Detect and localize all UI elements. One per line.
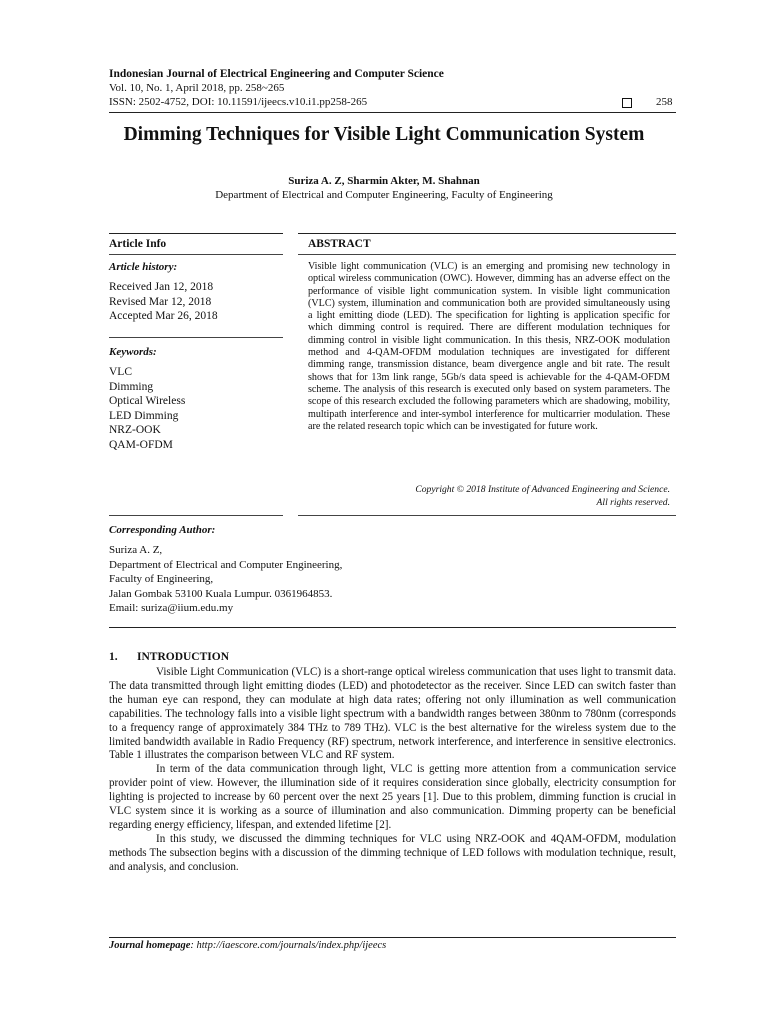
- abstract-sub-rule: [298, 254, 676, 255]
- rights-line: All rights reserved.: [596, 497, 670, 508]
- keywords-heading: Keywords:: [109, 346, 157, 358]
- keyword-item: LED Dimming: [109, 409, 179, 422]
- intro-paragraph: In term of the data communication through light, VLC is getting more attention from a communication service provider point of view. However, the illumination side of it requires consideration since globally, electricity consumption for lighting is projected to increase by 60 percent over the next 25 years [1]. Due to this problem, dimming function is crucial in VLC system since it is working as a source of illumination and also communication. Dimming property can be beneficial regarding energy efficiency, lifespan, and extended lifetime [2].: [109, 763, 676, 831]
- homepage-label: Journal homepage: [109, 940, 191, 951]
- corresponding-details: [109, 543, 342, 616]
- corresponding-name: Suriza A. Z,: [109, 544, 163, 556]
- corresponding-email[interactable]: Email: suriza@iium.edu.my: [109, 602, 234, 614]
- journal-name: Indonesian Journal of Electrical Engineering and Computer Science: [109, 68, 444, 80]
- corresponding-dept: Department of Electrical and Computer Engineering,: [109, 558, 343, 571]
- history-accepted: Accepted Mar 26, 2018: [109, 310, 218, 322]
- history-revised: Revised Mar 12, 2018: [109, 295, 212, 308]
- corresponding-heading: Corresponding Author:: [109, 524, 216, 536]
- history-heading: Article history:: [109, 261, 178, 273]
- corresponding-faculty: Faculty of Engineering,: [109, 573, 214, 585]
- footer-rule: [109, 937, 676, 938]
- introduction-heading: [109, 651, 229, 663]
- article-info-top-rule: [109, 233, 283, 234]
- issn-doi: ISSN: 2502-4752, DOI: 10.11591/ijeecs.v10.i1.pp258-265: [109, 96, 368, 108]
- keyword-item: Optical Wireless: [109, 395, 186, 407]
- abstract-heading: ABSTRACT: [308, 238, 371, 250]
- keyword-item: Dimming: [109, 380, 154, 393]
- corresponding-address: Jalan Gombak 53100 Kuala Lumpur. 0361964853.: [109, 587, 333, 600]
- abstract-text: Visible light communication (VLC) is an emerging and promising new technology in optical wireless communication (OWC). However, dimming has an adverse effect on the performance of visible light communication system. In visible light communication (VLC) system, illumination and communication both are provided simultaneously using a light emitting diode (LED). The specification for lighting is application specific for which dimming control is required. There are different modulation techniques for dimming control in visible light communication. In this thesis, NRZ-OOK modulation method and 4-QAM-OFDM modulation techniques are investigated for different dimming range, transmission distance, beam divergence angle and bit rate. The result shows that for 13m link range, 5Gb/s data speed is achievable for the 4-QAM-OFDM scheme. The analysis of this research is executed only based on system parameters. The scope of this research excluded the following parameters which are shadowing, mobility, multipath interference and inter-symbol interference for multicarrier modulation. These are the related research topic which can be investigated for future work.: [308, 261, 670, 432]
- section-number: 1.: [109, 651, 118, 663]
- history-received: Received Jan 12, 2018: [109, 281, 214, 293]
- keyword-item: NRZ-OOK: [109, 424, 161, 436]
- keyword-item: QAM-OFDM: [109, 438, 173, 451]
- history-list: [109, 280, 218, 324]
- corresponding-bottom-rule: [109, 627, 676, 628]
- intro-paragraph: In this study, we discussed the dimming techniques for VLC using NRZ-OOK and 4QAM-OFDM, modulation methods The subsection begins with a discussion of the dimming technique of LED follows with modulation technique, result, and analysis, and conclusion.: [109, 832, 676, 873]
- paper-affiliation: Department of Electrical and Computer Engineering, Faculty of Engineering: [215, 189, 553, 201]
- section-title: INTRODUCTION: [137, 651, 230, 663]
- article-info-sub-rule: [109, 254, 283, 255]
- paper-authors: Suriza A. Z, Sharmin Akter, M. Shahnan: [288, 175, 480, 187]
- page-number: 258: [656, 96, 673, 108]
- journal-homepage: Journal homepage: http://iaescore.com/journals/index.php/ijeecs: [109, 940, 387, 951]
- article-info-bottom-rule: [109, 515, 283, 516]
- copyright-line: Copyright © 2018 Institute of Advanced Engineering and Science.: [415, 484, 670, 495]
- article-info-heading: Article Info: [109, 238, 167, 250]
- square-bullet-icon: [622, 98, 632, 108]
- header-rule: [109, 112, 676, 113]
- keyword-item: VLC: [109, 366, 132, 378]
- paper-title: Dimming Techniques for Visible Light Communication System: [123, 124, 645, 145]
- copyright-notice: [308, 483, 670, 509]
- introduction-body: [109, 666, 676, 875]
- volume-info: Vol. 10, No. 1, April 2018, pp. 258~265: [109, 82, 285, 94]
- abstract-top-rule: [298, 233, 676, 234]
- history-rule: [109, 337, 283, 338]
- homepage-link[interactable]: http://iaescore.com/journals/index.php/ijeecs: [196, 940, 387, 951]
- keywords-list: [109, 365, 185, 452]
- abstract-bottom-rule: [298, 515, 676, 516]
- intro-paragraph: Visible Light Communication (VLC) is a short-range optical wireless communication that uses light to transmit data. The data transmitted through light emitting diodes (LED) and photodetector as the receiver. Since LED can switch faster than the human eye can respond, they can modulate at high data rates; offering not only illumination as well communication capabilities. The technology falls into a visible light spectrum with a bandwidth ranges between 380nm to 780nm (corresponds to a frequency range of approximately 384 THz to 789 THz). VLC is the best alternative for the wireless system due to the limited bandwidth available in Radio Frequency (RF) spectrum, network interference, and interference in sensitive electronics. Table 1 illustrates the comparison between VLC and RF system.: [109, 666, 676, 762]
